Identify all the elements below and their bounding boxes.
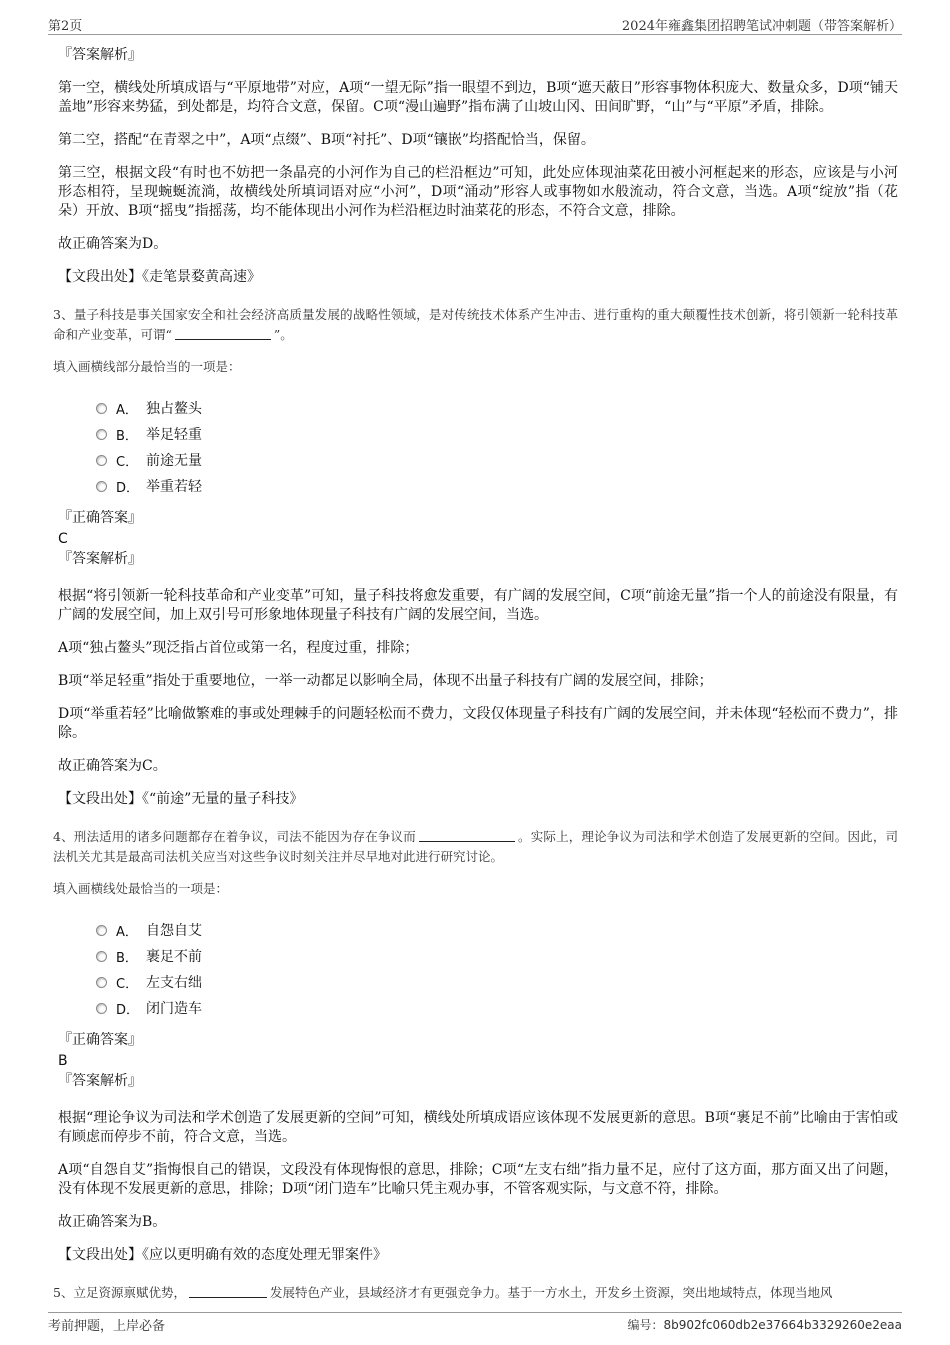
radio-icon[interactable] bbox=[96, 1003, 107, 1014]
passage-source: 【文段出处】《“前途”无量的量子科技》 bbox=[58, 791, 304, 807]
option-b[interactable]: B． 举足轻重 bbox=[96, 421, 898, 447]
option-a[interactable]: A． 独占鳌头 bbox=[96, 395, 898, 421]
option-b[interactable]: B． 裹足不前 bbox=[96, 943, 898, 969]
correct-answer: B bbox=[58, 1053, 68, 1069]
footer-slogan: 考前押题，上岸必备 bbox=[48, 1318, 166, 1334]
analysis-paragraph: 故正确答案为B。 bbox=[58, 1214, 167, 1230]
option-a[interactable]: A． 自怨自艾 bbox=[96, 917, 898, 943]
question-3-options bbox=[96, 395, 898, 499]
analysis-paragraph: B项“举足轻重”指处于重要地位，一举一动都足以影响全局，体现不出量子科技有广阔的发展空间，排除； bbox=[58, 673, 713, 689]
question-3-stem: 3、量子科技是事关国家安全和社会经济高质量发展的战略性领域，是对传统技术体系产生冲击、进行重构的重大颠覆性技术创新，将引领新一轮科技革命和产业变革，可谓“ ”。 bbox=[53, 307, 898, 342]
option-c[interactable]: C． 左支右绌 bbox=[96, 969, 898, 995]
analysis-paragraph: A项“自怨自艾”指悔恨自己的错误，文段没有体现悔恨的意思，排除；C项“左支右绌”指力量不足，应付了这方面，那方面又出了问题，没有体现不发展更新的意思，排除；D项“闭门造车”比喻只凭主观办事，不管客观实际，与文意不符，排除。 bbox=[58, 1162, 898, 1197]
radio-icon[interactable] bbox=[96, 481, 107, 492]
radio-icon[interactable] bbox=[96, 925, 107, 936]
page-header bbox=[48, 14, 902, 35]
answer-analysis-label: 『答案解析』 bbox=[58, 551, 142, 567]
page-footer bbox=[48, 1312, 902, 1335]
correct-answer-label: 『正确答案』 bbox=[58, 1032, 142, 1048]
analysis-paragraph: 故正确答案为C。 bbox=[58, 758, 167, 774]
correct-answer-label: 『正确答案』 bbox=[58, 510, 142, 526]
answer-analysis-label: 『答案解析』 bbox=[58, 47, 142, 63]
analysis-paragraph: D项“举重若轻”比喻做繁难的事或处理棘手的问题轻松而不费力，文段仅体现量子科技有广阔的发展空间，并未体现“轻松而不费力”，排除。 bbox=[58, 706, 898, 741]
radio-icon[interactable] bbox=[96, 951, 107, 962]
fill-blank bbox=[419, 828, 515, 842]
document-title: 2024年雍鑫集团招聘笔试冲刺题（带答案解析） bbox=[621, 18, 902, 34]
analysis-paragraph: 根据“理论争议为司法和学术创造了发展更新的空间”可知，横线处所填成语应该体现不发展更新的意思。B项“裹足不前”比喻由于害怕或有顾虑而停步不前，符合文意，当选。 bbox=[58, 1110, 898, 1145]
analysis-paragraph: A项“独占鳌头”现泛指占首位或第一名，程度过重，排除； bbox=[58, 640, 419, 656]
fill-blank bbox=[189, 1284, 267, 1298]
option-c[interactable]: C． 前途无量 bbox=[96, 447, 898, 473]
question-4-instruction: 填入画横线处最恰当的一项是： bbox=[53, 881, 229, 896]
analysis-paragraph: 故正确答案为D。 bbox=[58, 236, 168, 252]
passage-source: 【文段出处】《走笔景婺黄高速》 bbox=[58, 269, 261, 285]
radio-icon[interactable] bbox=[96, 403, 107, 414]
radio-icon[interactable] bbox=[96, 429, 107, 440]
radio-icon[interactable] bbox=[96, 977, 107, 988]
question-5-stem: 5、立足资源禀赋优势， 发展特色产业，县域经济才有更强竞争力。基于一方水土，开发乡土资源，突出地域特点，体现当地风 bbox=[53, 1285, 833, 1300]
page-number: 第2页 bbox=[48, 18, 83, 34]
option-d[interactable]: D． 闭门造车 bbox=[96, 995, 898, 1021]
document-code: 编号：8b902fc060db2e37664b3329260e2eaa bbox=[627, 1317, 902, 1332]
passage-source: 【文段出处】《应以更明确有效的态度处理无罪案件》 bbox=[58, 1247, 387, 1263]
analysis-paragraph: 第二空，搭配“在青翠之中”，A项“点缀”、B项“衬托”、D项“镶嵌”均搭配恰当，保留。 bbox=[58, 132, 595, 148]
fill-blank bbox=[175, 326, 271, 340]
option-d[interactable]: D． 举重若轻 bbox=[96, 473, 898, 499]
radio-icon[interactable] bbox=[96, 455, 107, 466]
question-4-stem: 4、刑法适用的诸多问题都存在着争议，司法不能因为存在争议而 。实际上，理论争议为司法和学术创造了发展更新的空间。因此，司法机关尤其是最高司法机关应当对这些争议时刻关注并尽早地对此进行研究讨论。 bbox=[53, 829, 898, 864]
question-4-options bbox=[96, 917, 898, 1021]
answer-analysis-label: 『答案解析』 bbox=[58, 1073, 142, 1089]
analysis-paragraph: 第一空，横线处所填成语与“平原地带”对应，A项“一望无际”指一眼望不到边，B项“遮天蔽日”形容事物体积庞大、数量众多，D项“铺天盖地”形容来势猛，到处都是，均符合文意，保留。C项“漫山遍野”指布满了山坡山冈、田间旷野，“山”与“平原”矛盾，排除。 bbox=[58, 80, 898, 115]
analysis-paragraph: 第三空，根据文段“有时也不妨把一条晶亮的小河作为自己的栏沿框边”可知，此处应体现油菜花田被小河框起来的形态，应该是与小河形态相符，呈现蜿蜒流淌，故横线处所填词语对应“小河”，D项“涌动”形容人或事物如水般流动，符合文意，当选。A项“绽放”指（花朵）开放、B项“摇曳”指摇荡，均不能体现出小河作为栏沿框边时油菜花的形态，不符合文意，排除。 bbox=[58, 165, 898, 219]
correct-answer: C bbox=[58, 531, 68, 547]
analysis-paragraph: 根据“将引领新一轮科技革命和产业变革”可知，量子科技将愈发重要，有广阔的发展空间，C项“前途无量”指一个人的前途没有限量，有广阔的发展空间，加上双引号可形象地体现量子科技有广阔的发展空间，当选。 bbox=[58, 588, 898, 623]
question-3-instruction: 填入画横线部分最恰当的一项是： bbox=[53, 359, 241, 374]
page-content bbox=[53, 46, 898, 1315]
